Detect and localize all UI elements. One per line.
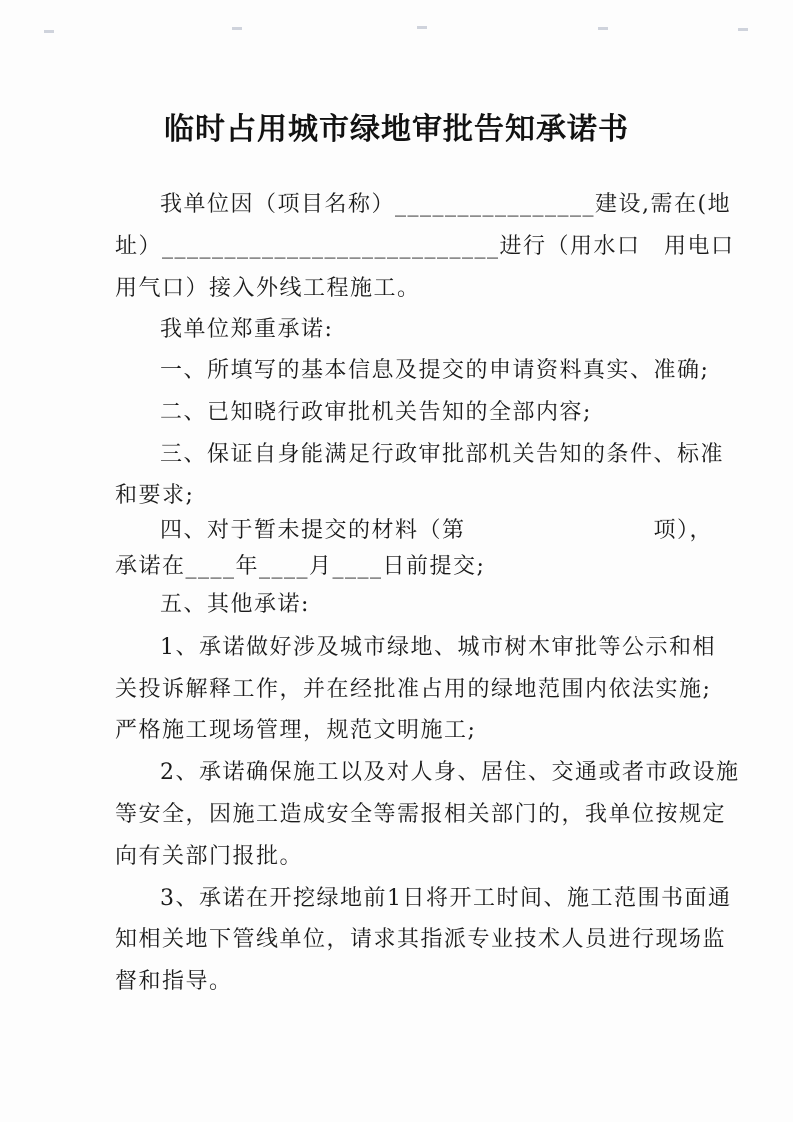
paragraph-line: 向有关部门报批。 xyxy=(115,844,304,869)
document-title: 临时占用城市绿地审批告知承诺书 xyxy=(164,112,629,147)
paragraph-line: 承诺在____年____月____日前提交; xyxy=(115,554,486,579)
paragraph-line: 关投诉解释工作，并在经批准占用的绿地范围内依法实施; xyxy=(115,677,712,702)
paragraph-line: 和要求; xyxy=(115,483,195,508)
paragraph-line: 2、承诺确保施工以及对人身、居住、交通或者市政设施 xyxy=(160,760,740,785)
paragraph-line: 我单位因（项目名称）________________建设,需在(地 xyxy=(160,192,732,217)
paragraph-line: 用气口）接入外线工程施工。 xyxy=(115,276,421,301)
paragraph-line: 址）___________________________进行（用水口 用电口 xyxy=(115,234,735,259)
paragraph-line: 三、保证自身能满足行政审批部机关告知的条件、标准 xyxy=(160,442,725,467)
paragraph-line: 1、承诺做好涉及城市绿地、城市树木审批等公示和相 xyxy=(160,635,716,660)
paragraph-line: 二、已知晓行政审批机关告知的全部内容; xyxy=(160,400,592,425)
scan-mark xyxy=(738,28,748,31)
scan-mark xyxy=(598,27,608,30)
paragraph-line: 我单位郑重承诺: xyxy=(160,317,334,342)
scan-mark xyxy=(44,30,54,33)
paragraph-line: 督和指导。 xyxy=(115,969,233,994)
paragraph-line: 四、对于暂未提交的材料（第 项）， xyxy=(160,518,714,543)
paragraph-line: 严格施工现场管理，规范文明施工; xyxy=(115,718,477,743)
scan-mark xyxy=(232,27,242,30)
paragraph-line: 等安全，因施工造成安全等需报相关部门的，我单位按规定 xyxy=(115,802,727,827)
paragraph-line: 知相关地下管线单位，请求其指派专业技术人员进行现场监 xyxy=(115,927,727,952)
paragraph-line: 3、承诺在开挖绿地前1日将开工时间、施工范围书面通 xyxy=(160,886,732,911)
scan-mark xyxy=(417,26,427,29)
paragraph-line: 五、其他承诺: xyxy=(160,592,310,617)
paragraph-line: 一、所填写的基本信息及提交的申请资料真实、准确; xyxy=(160,358,710,383)
